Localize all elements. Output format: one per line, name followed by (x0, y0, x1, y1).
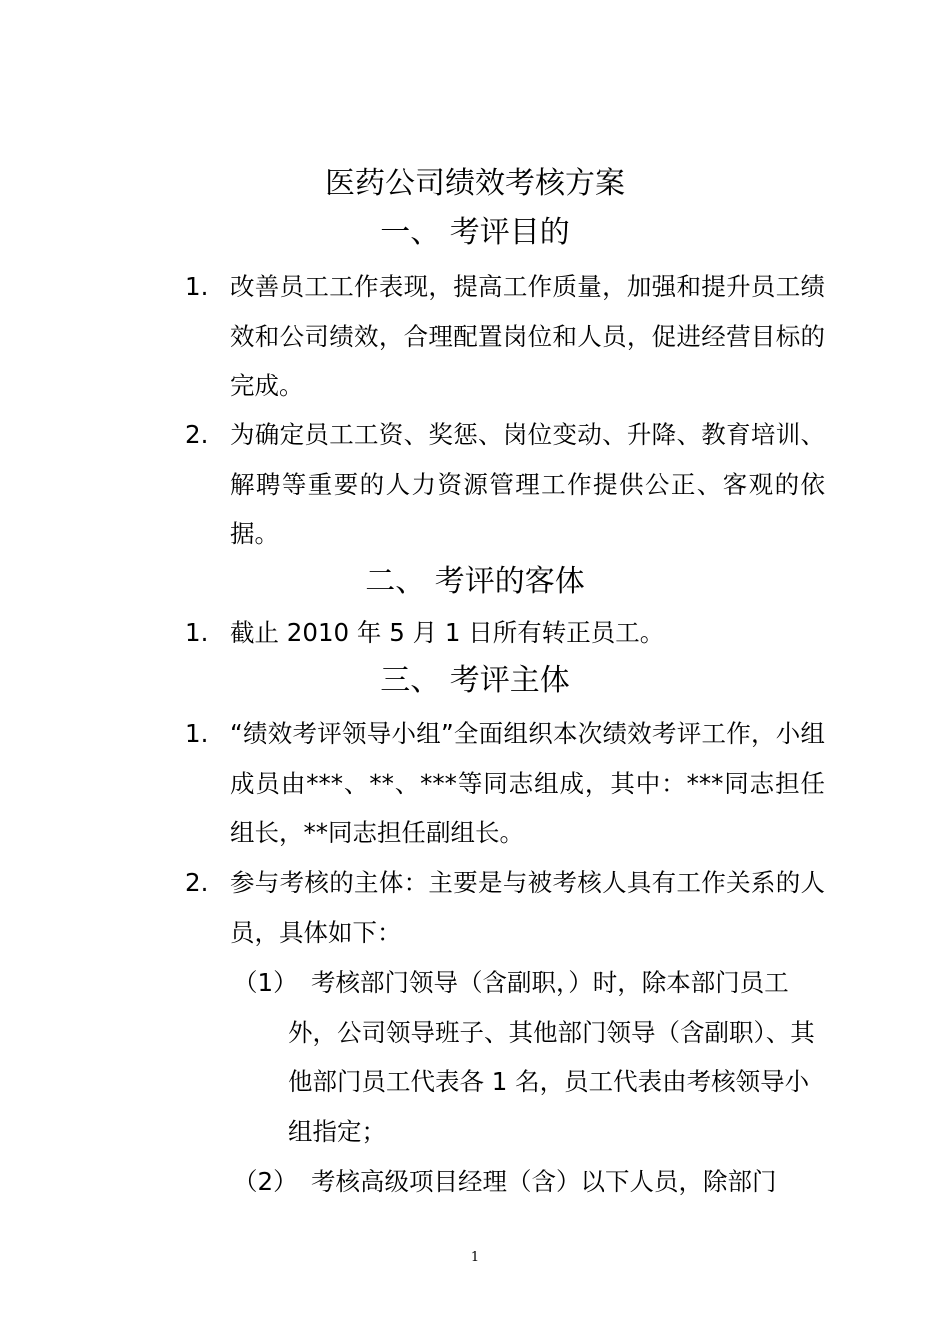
list-item (185, 858, 825, 957)
section-heading-purpose: 一、 考评目的 (380, 215, 570, 250)
sub-list-item (233, 958, 825, 1156)
sub-list-item (233, 1157, 825, 1207)
list-item-text: “绩效考评领导小组”全面组织本次绩效考评工作，小组成员由***、**、***等同志组成，其中：***同志担任组长，**同志担任副组长。 (230, 719, 825, 847)
sub-list-item-text: 考核高级项目经理（含）以下人员，除部门 (311, 1167, 777, 1196)
document-title: 医药公司绩效考核方案 (325, 166, 625, 201)
list-item-text: 截止 2010 年 5 月 1 日所有转正员工。 (230, 618, 665, 647)
list-item-number: 1. (185, 272, 209, 301)
list-item-text: 参与考核的主体：主要是与被考核人具有工作关系的人员，具体如下： (230, 868, 825, 947)
list-item-number: 2. (185, 420, 209, 449)
list-item (185, 709, 825, 858)
page-number: 1 (470, 1250, 480, 1265)
list-item-text: 改善员工工作表现，提高工作质量，加强和提升员工绩效和公司绩效，合理配置岗位和人员，促进经营目标的完成。 (230, 272, 825, 400)
list-item-number: 2. (185, 868, 209, 897)
sub-list-item-number: （2） (233, 1167, 298, 1196)
list-item-text: 为确定员工工资、奖惩、岗位变动、升降、教育培训、解聘等重要的人力资源管理工作提供公正、客观的依据。 (230, 420, 825, 548)
list-item-number: 1. (185, 618, 209, 647)
list-item-number: 1. (185, 719, 209, 748)
sub-list-item-text: 考核部门领导（含副职，）时，除本部门员工外，公司领导班子、其他部门领导（含副职）、其他部门员工代表各 1 名，员工代表由考核领导小组指定； (288, 968, 815, 1146)
section-heading-object: 二、 考评的客体 (365, 564, 585, 599)
list-item (185, 410, 825, 559)
sub-list-item-number: （1） (233, 968, 298, 997)
list-item (185, 608, 825, 658)
list-item (185, 262, 825, 411)
section-heading-subject: 三、 考评主体 (380, 663, 570, 698)
